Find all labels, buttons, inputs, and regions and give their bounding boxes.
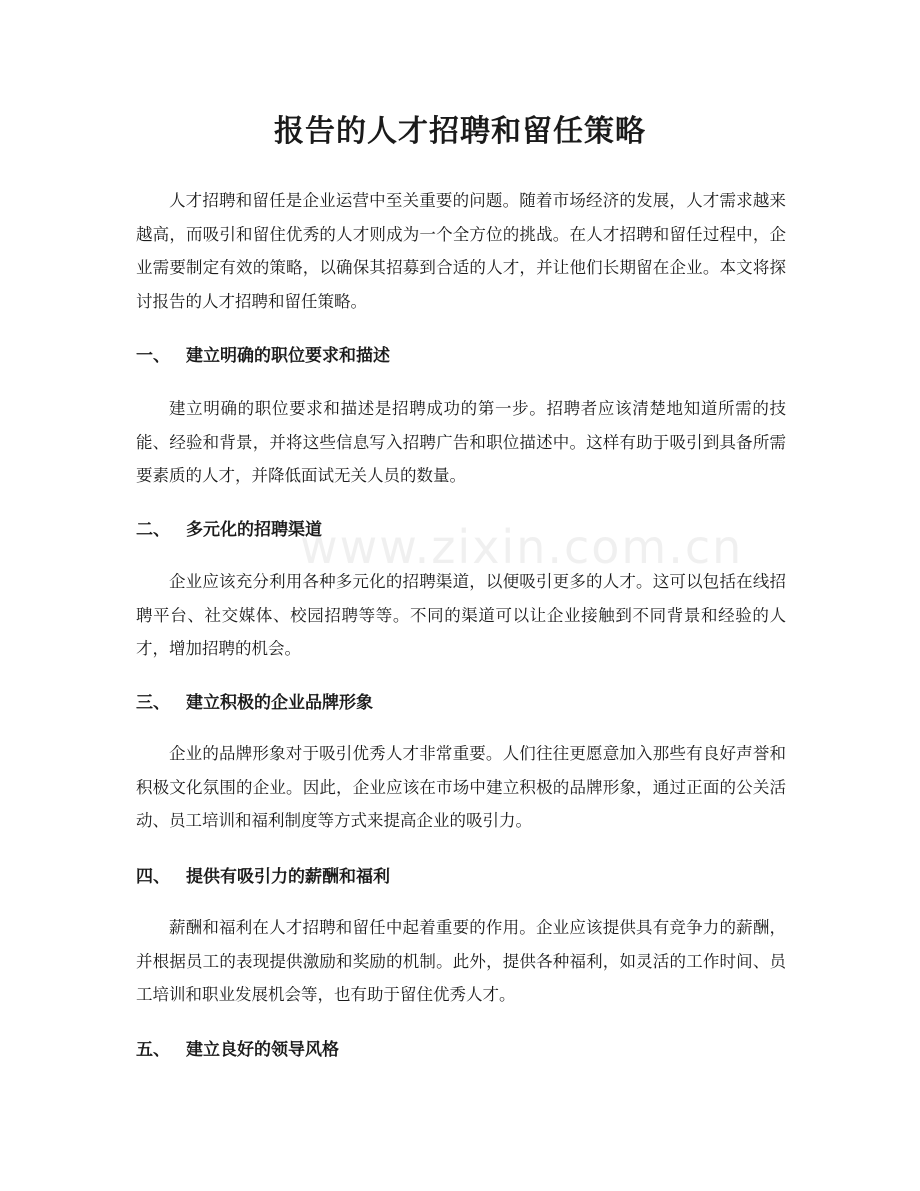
section-heading-5 (136, 1035, 786, 1065)
intro-paragraph: 人才招聘和留任是企业运营中至关重要的问题。随着市场经济的发展，人才需求越来越高，而吸引和留住优秀的人才则成为一个全方位的挑战。在人才招聘和留任过程中，企业需要制定有效的策略，以确保其招募到合适的人才，并让他们长期留在企业。本文将探讨报告的人才招聘和留任策略。 (136, 191, 786, 311)
section-heading-3 (136, 688, 786, 718)
section-heading-text: 建立积极的企业品牌形象 (186, 693, 373, 713)
section-number: 二、 (136, 520, 170, 540)
section-number: 一、 (136, 346, 170, 366)
section-number: 五、 (136, 1040, 170, 1060)
section-heading-text: 建立明确的职位要求和描述 (186, 346, 390, 366)
section-number: 三、 (136, 693, 170, 713)
section-body-1: 建立明确的职位要求和描述是招聘成功的第一步。招聘者应该清楚地知道所需的技能、经验和背景，并将这些信息写入招聘广告和职位描述中。这样有助于吸引到具备所需要素质的人才，并降低面试无关人员的数量。 (136, 399, 786, 485)
section-heading-1 (136, 341, 786, 371)
section-heading-2 (136, 515, 786, 545)
section-heading-4 (136, 862, 786, 892)
section-body-2: 企业应该充分利用各种多元化的招聘渠道，以便吸引更多的人才。这可以包括在线招聘平台、社交媒体、校园招聘等等。不同的渠道可以让企业接触到不同背景和经验的人才，增加招聘的机会。 (136, 572, 786, 658)
section-heading-text: 提供有吸引力的薪酬和福利 (186, 867, 390, 887)
watermark-text: www.zixin.com.cn (300, 520, 744, 574)
section-number: 四、 (136, 867, 170, 887)
section-heading-text: 多元化的招聘渠道 (186, 520, 322, 540)
section-heading-text: 建立良好的领导风格 (186, 1040, 339, 1060)
section-body-4: 薪酬和福利在人才招聘和留任中起着重要的作用。企业应该提供具有竞争力的薪酬，并根据员工的表现提供激励和奖励的机制。此外，提供各种福利，如灵活的工作时间、员工培训和职业发展机会等，也有助于留住优秀人才。 (136, 918, 786, 1004)
page-title: 报告的人才招聘和留任策略 (274, 114, 646, 149)
section-body-3: 企业的品牌形象对于吸引优秀人才非常重要。人们往往更愿意加入那些有良好声誉和积极文化氛围的企业。因此，企业应该在市场中建立积极的品牌形象，通过正面的公关活动、员工培训和福利制度等方式来提高企业的吸引力。 (136, 744, 786, 830)
